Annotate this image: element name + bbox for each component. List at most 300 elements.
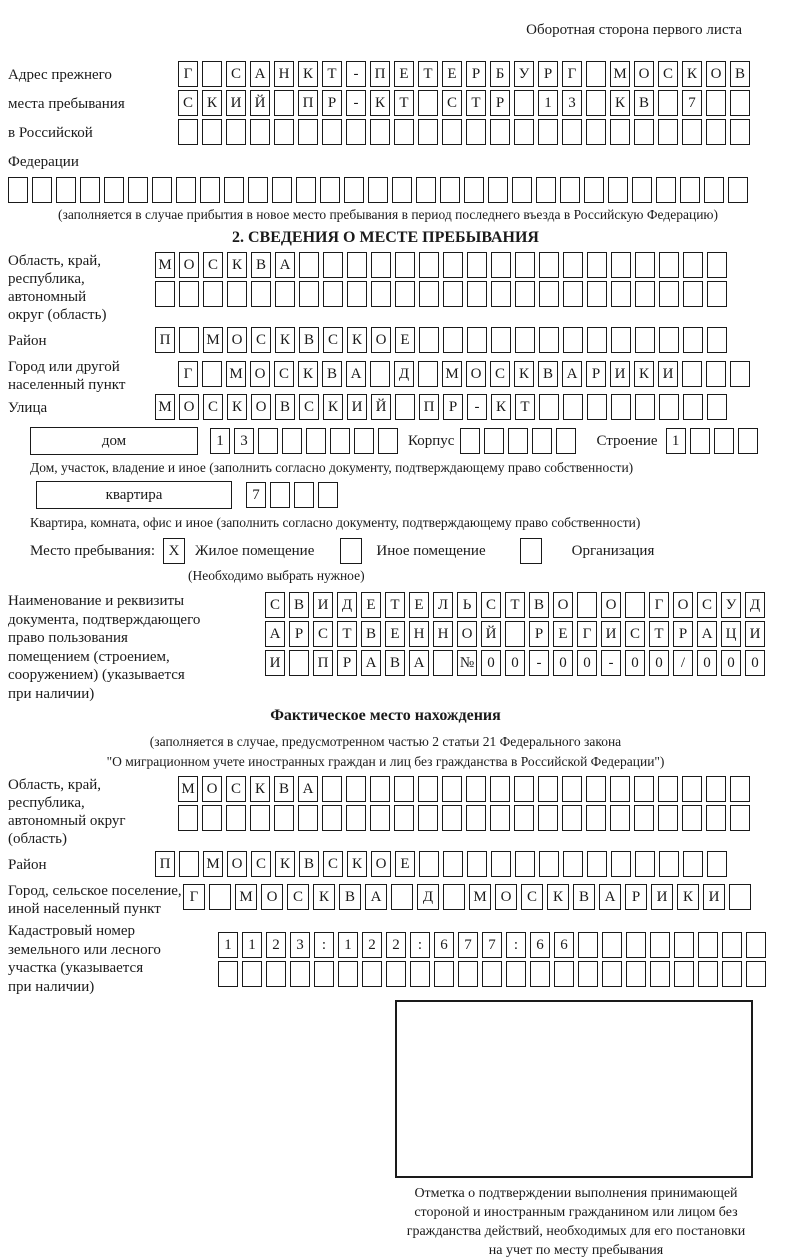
char-box[interactable]: 2 (266, 932, 286, 958)
char-box[interactable] (650, 961, 670, 987)
char-box[interactable]: М (178, 776, 198, 802)
char-box[interactable] (698, 961, 718, 987)
char-box[interactable] (514, 90, 534, 116)
char-box[interactable] (179, 327, 199, 353)
char-box[interactable]: С (625, 621, 645, 647)
char-box[interactable] (539, 252, 559, 278)
char-box[interactable] (290, 961, 310, 987)
char-box[interactable] (368, 177, 388, 203)
char-box[interactable] (298, 805, 318, 831)
char-box[interactable] (730, 361, 750, 387)
inoe-checkbox[interactable] (340, 538, 362, 564)
char-box[interactable] (578, 961, 598, 987)
char-box[interactable]: А (599, 884, 621, 910)
char-box[interactable]: Г (577, 621, 597, 647)
char-box[interactable]: С (203, 394, 223, 420)
char-box[interactable]: С (323, 327, 343, 353)
char-box[interactable] (690, 428, 710, 454)
char-box[interactable] (635, 851, 655, 877)
char-box[interactable] (512, 177, 532, 203)
char-box[interactable] (490, 119, 510, 145)
char-box[interactable]: В (339, 884, 361, 910)
char-box[interactable]: М (235, 884, 257, 910)
zhiloe-checkbox[interactable]: X (163, 538, 185, 564)
char-box[interactable]: А (250, 61, 270, 87)
char-box[interactable] (586, 119, 606, 145)
char-box[interactable] (370, 361, 390, 387)
char-box[interactable] (378, 428, 398, 454)
char-box[interactable]: Р (625, 884, 647, 910)
char-box[interactable] (371, 252, 391, 278)
char-box[interactable] (563, 281, 583, 307)
char-box[interactable] (433, 650, 453, 676)
char-box[interactable]: П (298, 90, 318, 116)
char-box[interactable] (270, 482, 290, 508)
char-box[interactable]: К (370, 90, 390, 116)
char-box[interactable] (625, 592, 645, 618)
char-box[interactable] (370, 805, 390, 831)
char-box[interactable] (209, 884, 231, 910)
char-box[interactable] (682, 805, 702, 831)
char-box[interactable] (532, 428, 552, 454)
char-box[interactable] (491, 252, 511, 278)
char-box[interactable]: 7 (458, 932, 478, 958)
char-box[interactable]: В (634, 90, 654, 116)
char-box[interactable] (318, 482, 338, 508)
char-box[interactable]: П (370, 61, 390, 87)
char-box[interactable] (562, 776, 582, 802)
char-box[interactable]: С (251, 327, 271, 353)
char-box[interactable] (563, 394, 583, 420)
char-box[interactable]: - (529, 650, 549, 676)
char-box[interactable]: А (298, 776, 318, 802)
char-box[interactable]: Р (443, 394, 463, 420)
char-box[interactable] (659, 327, 679, 353)
char-box[interactable]: С (658, 61, 678, 87)
char-box[interactable] (682, 119, 702, 145)
char-box[interactable] (346, 805, 366, 831)
char-box[interactable] (714, 428, 734, 454)
char-box[interactable] (491, 851, 511, 877)
char-box[interactable]: Е (409, 592, 429, 618)
char-box[interactable] (682, 776, 702, 802)
char-box[interactable] (419, 281, 439, 307)
char-box[interactable]: П (155, 851, 175, 877)
char-box[interactable]: 0 (625, 650, 645, 676)
char-box[interactable]: Р (538, 61, 558, 87)
char-box[interactable] (539, 851, 559, 877)
char-box[interactable]: И (226, 90, 246, 116)
char-box[interactable] (274, 90, 294, 116)
char-box[interactable]: И (703, 884, 725, 910)
char-box[interactable]: В (322, 361, 342, 387)
char-box[interactable]: Е (385, 621, 405, 647)
char-box[interactable] (418, 90, 438, 116)
char-box[interactable]: Р (337, 650, 357, 676)
char-box[interactable] (299, 281, 319, 307)
char-box[interactable]: Р (490, 90, 510, 116)
char-box[interactable]: В (251, 252, 271, 278)
char-box[interactable] (514, 805, 534, 831)
char-box[interactable] (104, 177, 124, 203)
char-box[interactable]: 0 (649, 650, 669, 676)
char-box[interactable] (80, 177, 100, 203)
char-box[interactable] (539, 281, 559, 307)
char-box[interactable] (306, 428, 326, 454)
char-box[interactable] (611, 252, 631, 278)
char-box[interactable] (370, 119, 390, 145)
char-box[interactable] (626, 932, 646, 958)
char-box[interactable] (658, 805, 678, 831)
char-box[interactable]: Р (322, 90, 342, 116)
char-box[interactable]: И (610, 361, 630, 387)
char-box[interactable]: О (673, 592, 693, 618)
char-box[interactable]: Е (395, 851, 415, 877)
char-box[interactable]: К (227, 394, 247, 420)
char-box[interactable] (634, 805, 654, 831)
char-box[interactable] (490, 776, 510, 802)
char-box[interactable] (674, 961, 694, 987)
char-box[interactable]: Г (183, 884, 205, 910)
char-box[interactable]: 1 (210, 428, 230, 454)
char-box[interactable] (560, 177, 580, 203)
char-box[interactable]: С (521, 884, 543, 910)
char-box[interactable] (536, 177, 556, 203)
char-box[interactable] (484, 428, 504, 454)
char-box[interactable]: К (313, 884, 335, 910)
char-box[interactable]: А (409, 650, 429, 676)
char-box[interactable]: 1 (242, 932, 262, 958)
char-box[interactable] (128, 177, 148, 203)
char-box[interactable]: 0 (577, 650, 597, 676)
char-box[interactable]: - (346, 61, 366, 87)
char-box[interactable]: 1 (538, 90, 558, 116)
char-box[interactable]: В (730, 61, 750, 87)
char-box[interactable] (587, 394, 607, 420)
char-box[interactable] (683, 252, 703, 278)
char-box[interactable]: В (529, 592, 549, 618)
char-box[interactable] (659, 252, 679, 278)
char-box[interactable]: 3 (562, 90, 582, 116)
char-box[interactable] (226, 805, 246, 831)
char-box[interactable] (467, 252, 487, 278)
char-box[interactable]: / (673, 650, 693, 676)
char-box[interactable] (323, 252, 343, 278)
char-box[interactable] (202, 361, 222, 387)
char-box[interactable]: : (314, 932, 334, 958)
char-box[interactable] (659, 851, 679, 877)
char-box[interactable] (466, 776, 486, 802)
char-box[interactable] (683, 281, 703, 307)
char-box[interactable] (659, 394, 679, 420)
char-box[interactable] (706, 90, 726, 116)
char-box[interactable]: П (313, 650, 333, 676)
char-box[interactable] (272, 177, 292, 203)
char-box[interactable]: 0 (481, 650, 501, 676)
char-box[interactable]: А (361, 650, 381, 676)
char-box[interactable] (602, 932, 622, 958)
char-box[interactable]: В (289, 592, 309, 618)
char-box[interactable] (706, 776, 726, 802)
char-box[interactable] (650, 932, 670, 958)
char-box[interactable]: К (323, 394, 343, 420)
char-box[interactable] (488, 177, 508, 203)
char-box[interactable] (611, 394, 631, 420)
char-box[interactable]: Ц (721, 621, 741, 647)
char-box[interactable]: Ь (457, 592, 477, 618)
char-box[interactable] (442, 119, 462, 145)
char-box[interactable] (707, 327, 727, 353)
char-box[interactable] (32, 177, 52, 203)
char-box[interactable] (250, 119, 270, 145)
char-box[interactable] (418, 119, 438, 145)
char-box[interactable] (443, 252, 463, 278)
char-box[interactable] (707, 252, 727, 278)
char-box[interactable]: - (346, 90, 366, 116)
char-box[interactable] (314, 961, 334, 987)
char-box[interactable] (683, 851, 703, 877)
char-box[interactable]: М (469, 884, 491, 910)
char-box[interactable] (218, 961, 238, 987)
char-box[interactable]: У (514, 61, 534, 87)
char-box[interactable] (242, 961, 262, 987)
char-box[interactable] (563, 252, 583, 278)
char-box[interactable] (602, 961, 622, 987)
char-box[interactable] (320, 177, 340, 203)
char-box[interactable]: 0 (721, 650, 741, 676)
char-box[interactable] (730, 776, 750, 802)
char-box[interactable] (506, 961, 526, 987)
char-box[interactable] (460, 428, 480, 454)
char-box[interactable] (362, 961, 382, 987)
char-box[interactable]: Н (433, 621, 453, 647)
char-box[interactable] (179, 281, 199, 307)
char-box[interactable] (680, 177, 700, 203)
char-box[interactable] (394, 119, 414, 145)
char-box[interactable] (706, 119, 726, 145)
char-box[interactable]: Л (433, 592, 453, 618)
char-box[interactable] (200, 177, 220, 203)
char-box[interactable]: Е (394, 61, 414, 87)
char-box[interactable] (466, 119, 486, 145)
char-box[interactable] (202, 61, 222, 87)
char-box[interactable] (508, 428, 528, 454)
char-box[interactable]: М (442, 361, 462, 387)
char-box[interactable]: Д (745, 592, 765, 618)
char-box[interactable]: Е (442, 61, 462, 87)
char-box[interactable] (266, 961, 286, 987)
char-box[interactable] (539, 327, 559, 353)
char-box[interactable] (610, 776, 630, 802)
char-box[interactable]: 6 (530, 932, 550, 958)
char-box[interactable] (322, 805, 342, 831)
char-box[interactable] (203, 281, 223, 307)
char-box[interactable]: В (299, 327, 319, 353)
char-box[interactable]: В (274, 776, 294, 802)
char-box[interactable]: 1 (218, 932, 238, 958)
char-box[interactable] (458, 961, 478, 987)
char-box[interactable]: П (155, 327, 175, 353)
char-box[interactable] (577, 592, 597, 618)
char-box[interactable] (418, 776, 438, 802)
char-box[interactable]: О (251, 394, 271, 420)
char-box[interactable] (515, 252, 535, 278)
char-box[interactable] (416, 177, 436, 203)
char-box[interactable] (738, 428, 758, 454)
char-box[interactable] (443, 884, 465, 910)
char-box[interactable] (467, 327, 487, 353)
char-box[interactable] (587, 281, 607, 307)
char-box[interactable] (258, 428, 278, 454)
char-box[interactable] (338, 961, 358, 987)
char-box[interactable] (586, 776, 606, 802)
char-box[interactable] (556, 428, 576, 454)
char-box[interactable]: Е (395, 327, 415, 353)
char-box[interactable]: Б (490, 61, 510, 87)
char-box[interactable] (296, 177, 316, 203)
char-box[interactable]: О (227, 851, 247, 877)
char-box[interactable]: К (347, 327, 367, 353)
char-box[interactable]: 0 (505, 650, 525, 676)
char-box[interactable] (440, 177, 460, 203)
char-box[interactable]: М (203, 327, 223, 353)
char-box[interactable] (635, 252, 655, 278)
char-box[interactable]: М (155, 394, 175, 420)
char-box[interactable] (538, 119, 558, 145)
char-box[interactable]: : (506, 932, 526, 958)
char-box[interactable] (490, 805, 510, 831)
char-box[interactable]: С (178, 90, 198, 116)
char-box[interactable] (386, 961, 406, 987)
char-box[interactable] (282, 428, 302, 454)
char-box[interactable]: С (226, 61, 246, 87)
char-box[interactable]: Т (505, 592, 525, 618)
char-box[interactable] (610, 119, 630, 145)
char-box[interactable] (634, 776, 654, 802)
char-box[interactable]: К (491, 394, 511, 420)
char-box[interactable] (344, 177, 364, 203)
char-box[interactable] (418, 805, 438, 831)
char-box[interactable]: А (265, 621, 285, 647)
char-box[interactable] (538, 805, 558, 831)
char-box[interactable]: 2 (362, 932, 382, 958)
char-box[interactable]: Т (394, 90, 414, 116)
char-box[interactable]: Е (553, 621, 573, 647)
char-box[interactable] (562, 119, 582, 145)
char-box[interactable] (608, 177, 628, 203)
char-box[interactable]: 6 (434, 932, 454, 958)
char-box[interactable]: К (682, 61, 702, 87)
char-box[interactable] (611, 327, 631, 353)
char-box[interactable]: У (721, 592, 741, 618)
char-box[interactable] (354, 428, 374, 454)
char-box[interactable] (586, 90, 606, 116)
char-box[interactable] (586, 805, 606, 831)
char-box[interactable] (730, 805, 750, 831)
char-box[interactable]: С (442, 90, 462, 116)
char-box[interactable] (674, 932, 694, 958)
char-box[interactable] (658, 90, 678, 116)
char-box[interactable] (635, 327, 655, 353)
char-box[interactable] (347, 252, 367, 278)
char-box[interactable] (289, 650, 309, 676)
char-box[interactable]: В (385, 650, 405, 676)
char-box[interactable]: С (299, 394, 319, 420)
char-box[interactable] (515, 851, 535, 877)
char-box[interactable]: И (347, 394, 367, 420)
char-box[interactable] (227, 281, 247, 307)
char-box[interactable]: С (323, 851, 343, 877)
char-box[interactable] (346, 119, 366, 145)
char-box[interactable]: В (538, 361, 558, 387)
char-box[interactable]: 6 (554, 932, 574, 958)
char-box[interactable] (178, 119, 198, 145)
organizatsiya-checkbox[interactable] (520, 538, 542, 564)
char-box[interactable]: Т (322, 61, 342, 87)
char-box[interactable]: П (419, 394, 439, 420)
char-box[interactable]: О (706, 61, 726, 87)
char-box[interactable] (298, 119, 318, 145)
char-box[interactable]: 0 (553, 650, 573, 676)
char-box[interactable]: А (697, 621, 717, 647)
char-box[interactable]: В (275, 394, 295, 420)
char-box[interactable] (563, 851, 583, 877)
char-box[interactable]: С (274, 361, 294, 387)
char-box[interactable] (538, 776, 558, 802)
char-box[interactable] (391, 884, 413, 910)
char-box[interactable] (698, 932, 718, 958)
char-box[interactable]: К (275, 851, 295, 877)
char-box[interactable]: № (457, 650, 477, 676)
char-box[interactable] (418, 361, 438, 387)
char-box[interactable]: Г (178, 361, 198, 387)
char-box[interactable]: 1 (338, 932, 358, 958)
char-box[interactable] (683, 327, 703, 353)
char-box[interactable]: О (227, 327, 247, 353)
char-box[interactable] (322, 776, 342, 802)
char-box[interactable]: С (265, 592, 285, 618)
char-box[interactable]: А (365, 884, 387, 910)
char-box[interactable] (586, 61, 606, 87)
char-box[interactable] (683, 394, 703, 420)
char-box[interactable]: Г (178, 61, 198, 87)
char-box[interactable]: И (265, 650, 285, 676)
char-box[interactable]: М (226, 361, 246, 387)
char-box[interactable] (248, 177, 268, 203)
char-box[interactable]: Р (466, 61, 486, 87)
char-box[interactable]: С (203, 252, 223, 278)
char-box[interactable]: О (601, 592, 621, 618)
char-box[interactable]: Т (466, 90, 486, 116)
char-box[interactable] (707, 281, 727, 307)
char-box[interactable] (729, 884, 751, 910)
char-box[interactable] (394, 776, 414, 802)
char-box[interactable]: О (634, 61, 654, 87)
char-box[interactable]: Т (515, 394, 535, 420)
char-box[interactable]: И (745, 621, 765, 647)
char-box[interactable]: Г (649, 592, 669, 618)
char-box[interactable] (178, 805, 198, 831)
char-box[interactable] (611, 281, 631, 307)
char-box[interactable]: С (313, 621, 333, 647)
char-box[interactable]: 0 (697, 650, 717, 676)
char-box[interactable]: Р (289, 621, 309, 647)
char-box[interactable]: О (179, 252, 199, 278)
char-box[interactable] (491, 281, 511, 307)
char-box[interactable]: К (227, 252, 247, 278)
char-box[interactable]: С (697, 592, 717, 618)
char-box[interactable]: С (226, 776, 246, 802)
